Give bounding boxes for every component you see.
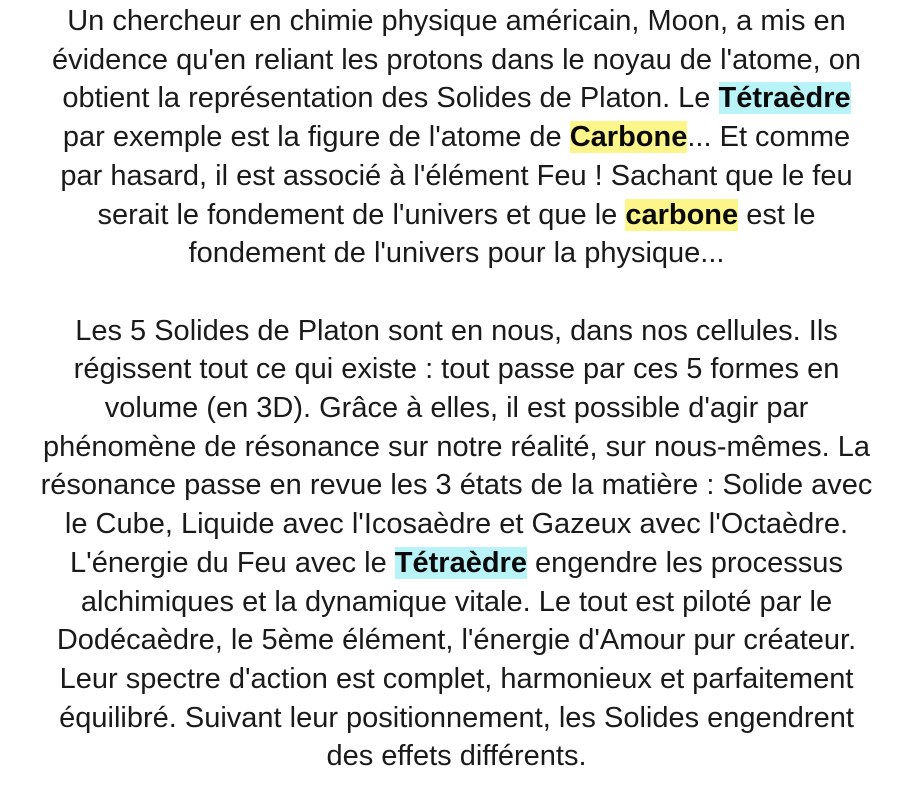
text-line — [0, 699, 913, 738]
highlighted-term-carbone: Carbone — [569, 121, 688, 154]
text-line — [0, 41, 913, 80]
text-run: évidence qu'en reliant les protons dans le noyau de l'atome, on — [51, 43, 862, 76]
text-line — [0, 234, 913, 273]
text-run: par exemple est la figure de l'atome de — [62, 121, 570, 154]
text-run: Les 5 Solides de Platon sont en nous, dans nos cellules. Ils — [75, 314, 838, 347]
text-line — [0, 157, 913, 196]
text-line — [0, 428, 913, 467]
text-run: fondement de l'univers pour la physique... — [188, 237, 725, 270]
text-run: Dodécaèdre, le 5ème élément, l'énergie d'Amour pur créateur. — [56, 624, 857, 657]
text-run: ... Et comme — [687, 121, 851, 154]
highlighted-term-carbone: carbone — [625, 198, 739, 231]
text-run: obtient la représentation des Solides de Platon. Le — [62, 82, 719, 115]
text-line — [0, 118, 913, 157]
highlighted-term-tetraedre: Tétraèdre — [394, 546, 527, 579]
text-run: est le — [738, 198, 816, 231]
text-line — [0, 312, 913, 351]
text-line — [0, 79, 913, 118]
text-line — [0, 660, 913, 699]
paragraph-2 — [0, 312, 913, 776]
text-line — [0, 389, 913, 428]
text-line — [0, 466, 913, 505]
text-run: alchimiques et la dynamique vitale. Le tout est piloté par le — [80, 585, 833, 618]
text-line — [0, 583, 913, 622]
document-body — [0, 2, 913, 776]
paragraph-1 — [0, 2, 913, 273]
text-run: par hasard, il est associé à l'élément Feu ! Sachant que le feu — [60, 159, 853, 192]
text-line — [0, 350, 913, 389]
text-run: serait le fondement de l'univers et que le — [97, 198, 626, 231]
text-line — [0, 2, 913, 41]
text-run: résonance passe en revue les 3 états de la matière : Solide avec — [40, 469, 873, 502]
text-run: Un chercheur en chimie physique américain, Moon, a mis en — [67, 5, 846, 37]
text-run: des effets différents. — [326, 740, 587, 773]
text-run: Leur spectre d'action est complet, harmonieux et parfaitement — [59, 662, 854, 695]
text-line — [0, 544, 913, 583]
text-line — [0, 621, 913, 660]
text-run: volume (en 3D). Grâce à elles, il est possible d'agir par — [104, 392, 809, 425]
text-run: régissent tout ce qui existe : tout passe par ces 5 formes en — [73, 353, 840, 386]
text-line — [0, 737, 913, 776]
text-run: le Cube, Liquide avec l'Icosaèdre et Gazeux avec l'Octaèdre. — [64, 508, 849, 541]
text-run: engendre les processus — [526, 546, 843, 579]
text-run: L'énergie du Feu avec le — [70, 546, 395, 579]
text-run: équilibré. Suivant leur positionnement, les Solides engendrent — [59, 701, 854, 734]
text-line — [0, 196, 913, 235]
text-run: phénomène de résonance sur notre réalité, sur nous-mêmes. La — [43, 430, 870, 463]
paragraph-spacer — [0, 273, 913, 312]
highlighted-term-tetraedre: Tétraèdre — [718, 82, 851, 115]
text-line — [0, 505, 913, 544]
